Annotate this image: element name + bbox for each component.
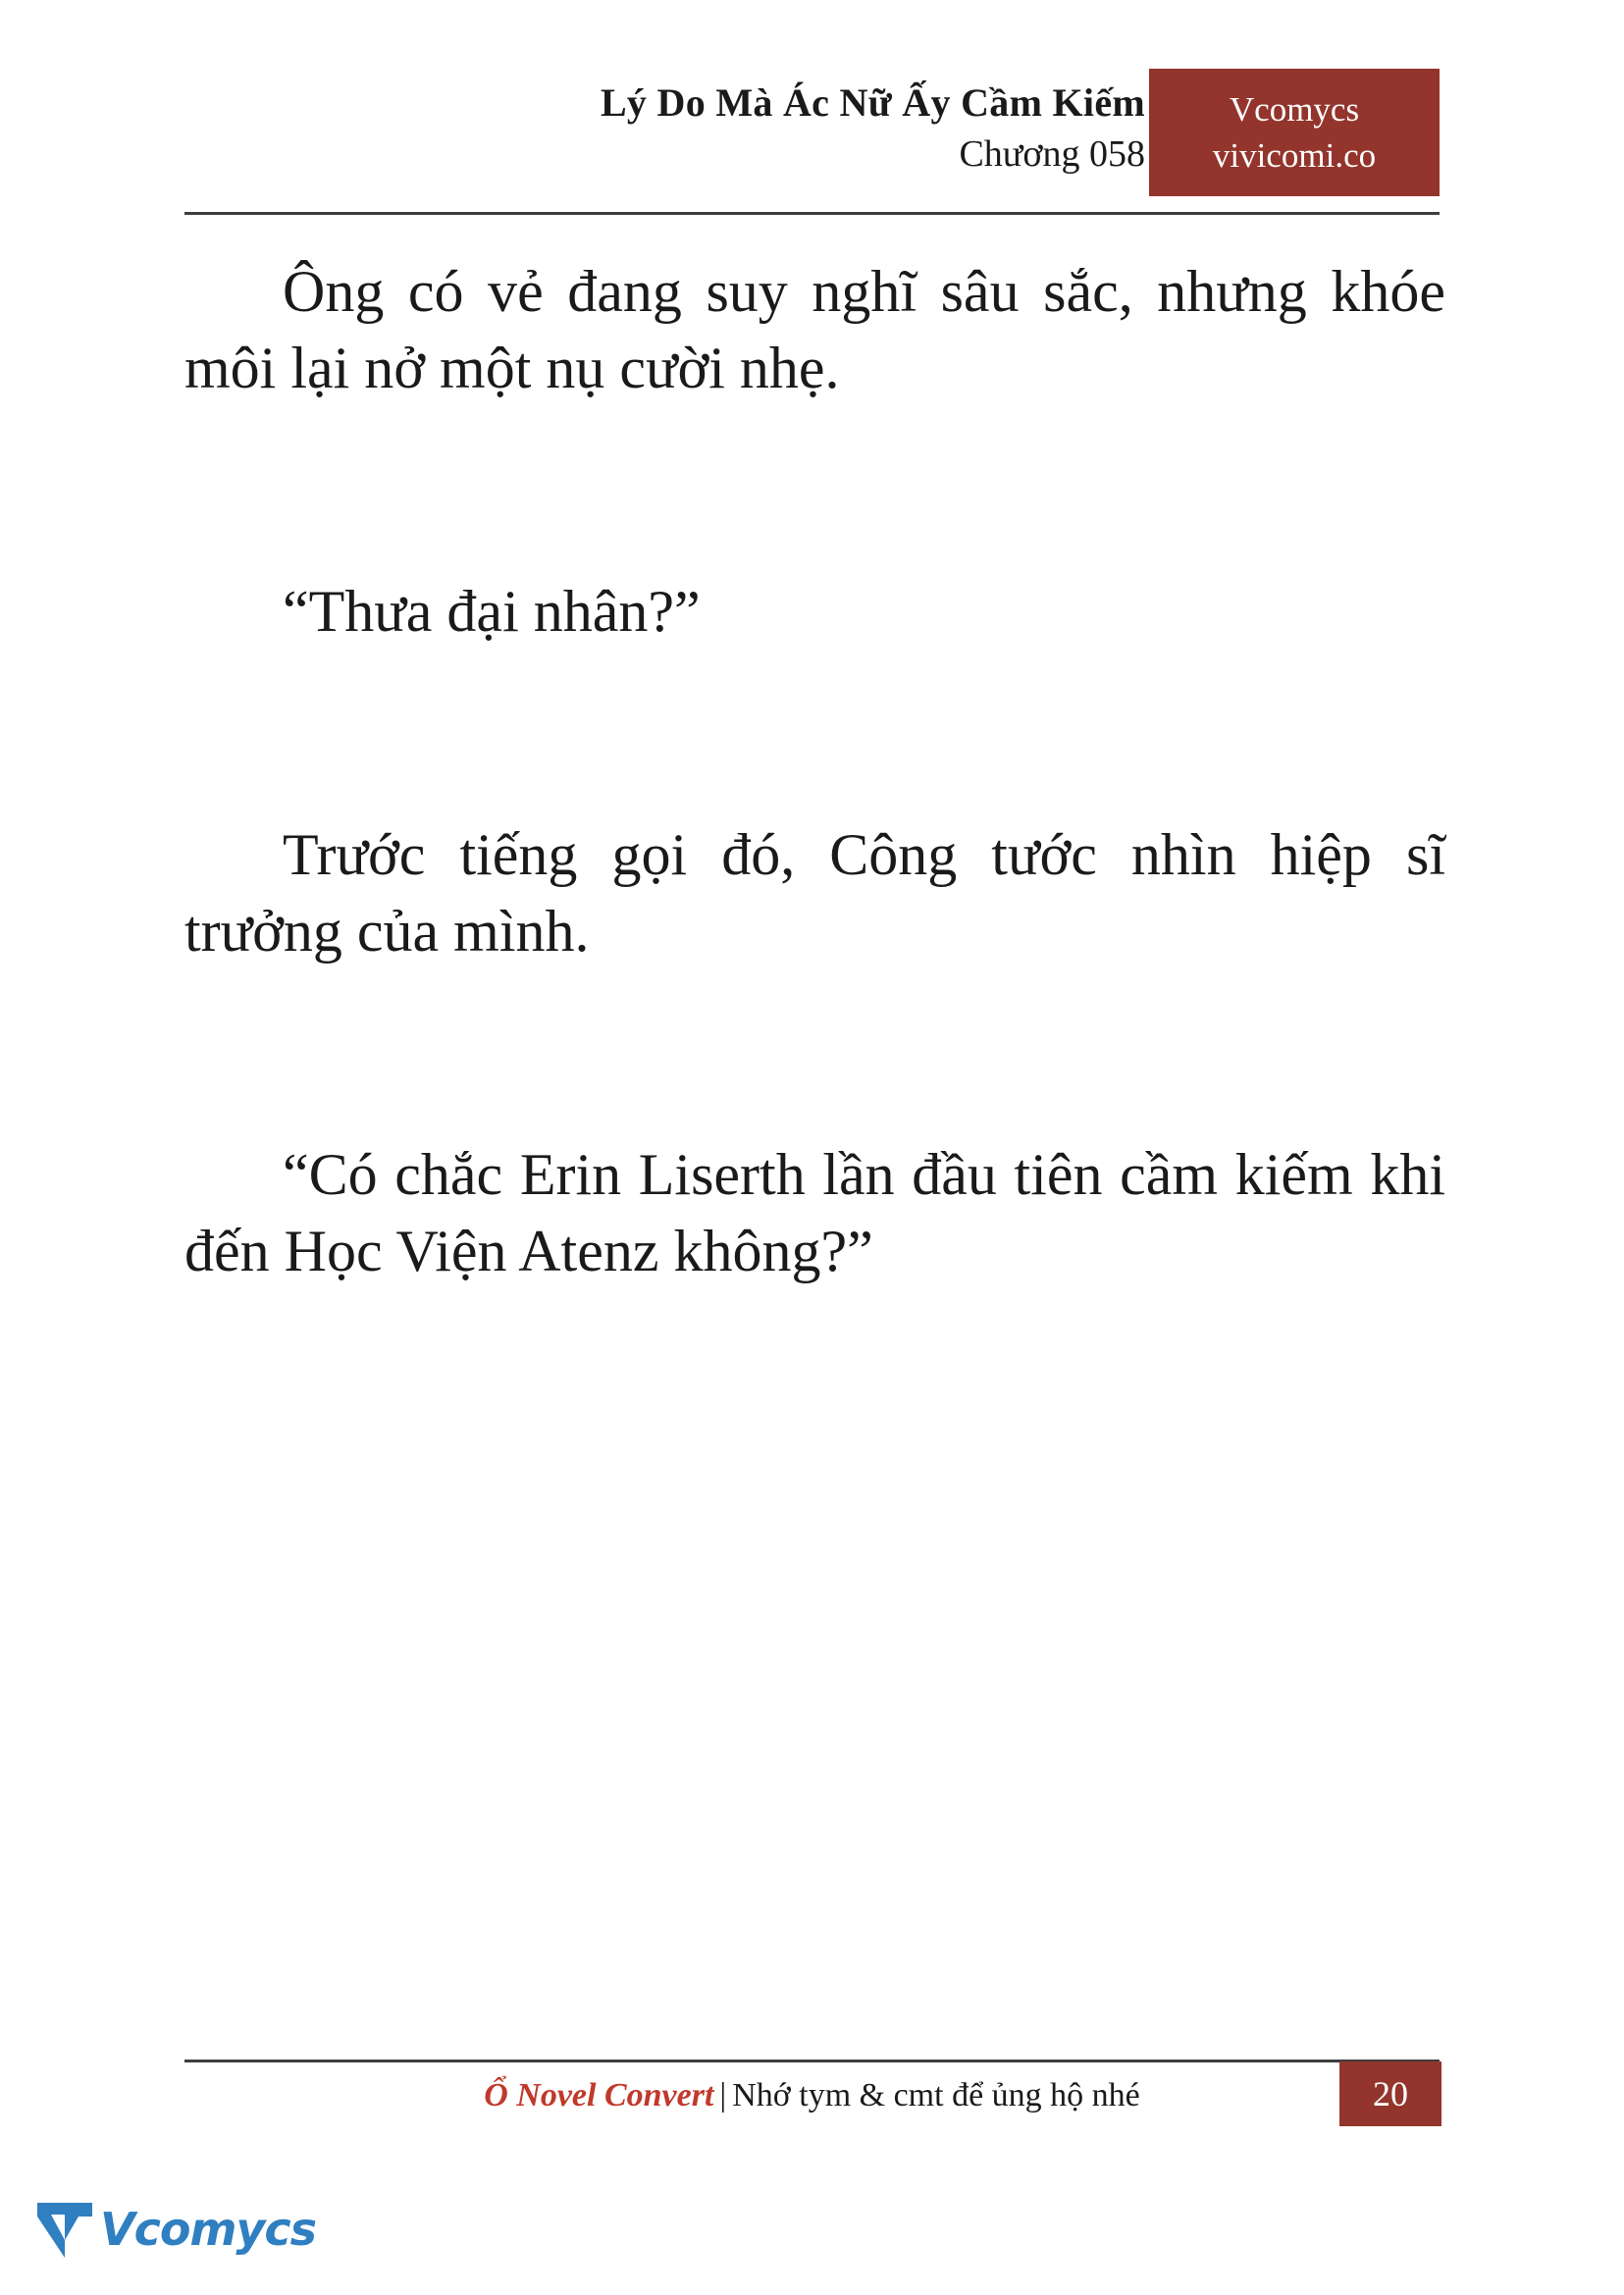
- chapter-label: Chương 058: [959, 133, 1145, 175]
- paragraph-spacer: [184, 479, 1445, 573]
- site-badge-url: vivicomi.co: [1212, 136, 1377, 175]
- paragraph: “Có chắc Erin Liserth lần đầu tiên cầm kiếm khi đến Học Viện Atenz không?”: [184, 1142, 1445, 1283]
- page-header: [184, 77, 1440, 214]
- watermark-logo: [35, 2191, 316, 2268]
- paragraph: Ông có vẻ đang suy nghĩ sâu sắc, nhưng khóe môi lại nở một nụ cười nhẹ.: [184, 259, 1445, 400]
- page-content: [184, 253, 1445, 1362]
- footer-note: Nhớ tym & cmt để ủng hộ nhé: [732, 2076, 1140, 2113]
- paragraph: Trước tiếng gọi đó, Công tước nhìn hiệp sĩ trưởng của mình.: [184, 822, 1445, 964]
- vcomycs-logo-icon: [35, 2199, 94, 2260]
- paragraph-spacer: [184, 1042, 1445, 1136]
- paragraph-spacer: [184, 722, 1445, 816]
- footer-separator: |: [719, 2076, 727, 2113]
- site-badge: [1149, 69, 1440, 196]
- site-badge-brand: Vcomycs: [1229, 89, 1360, 129]
- page-number-badge: 20: [1339, 2061, 1441, 2126]
- paragraph: “Thưa đại nhân?”: [283, 579, 701, 644]
- footer-content: [184, 2062, 1440, 2128]
- watermark-text: Vcomycs: [100, 2203, 317, 2256]
- header-divider: [184, 212, 1440, 215]
- page-footer: [184, 2060, 1440, 2128]
- header-title-block: [601, 77, 1145, 180]
- footer-brand: Ổ Novel Convert: [484, 2076, 714, 2113]
- footer-credit: [484, 2077, 1140, 2114]
- page-title: Lý Do Mà Ác Nữ Ấy Cầm Kiếm: [600, 80, 1145, 125]
